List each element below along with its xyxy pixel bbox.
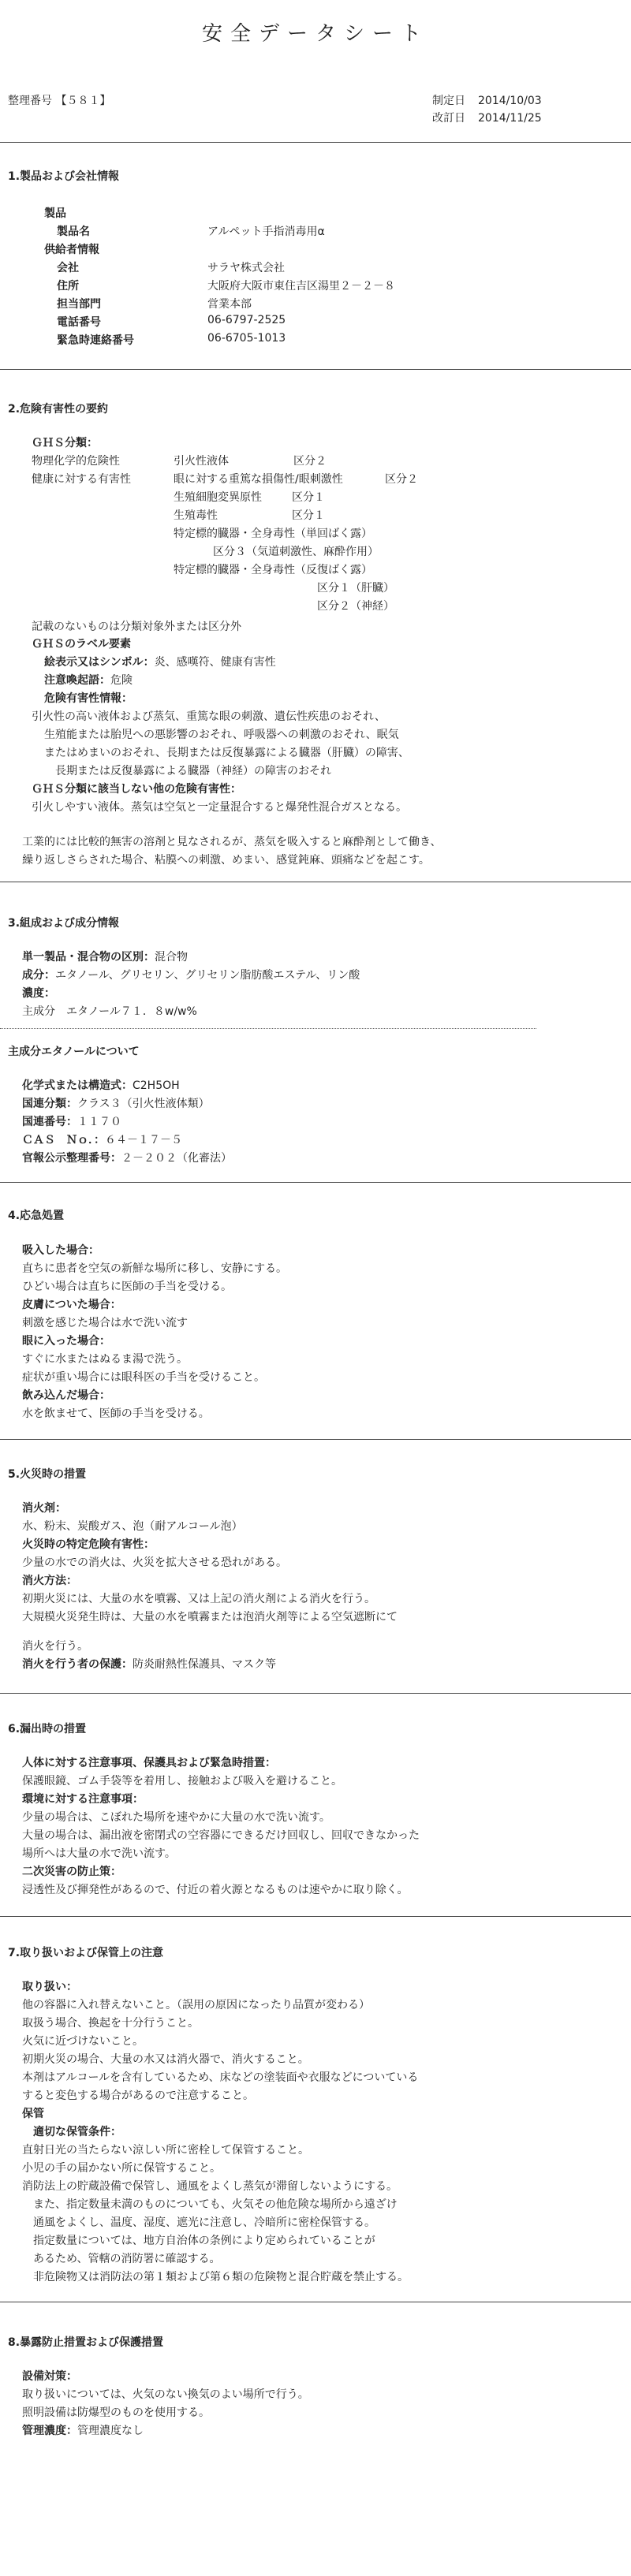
- divider: [0, 1916, 631, 1917]
- spill-text: 浸透性及び揮発性があるので、付近の着火源となるものは速やかに取り除く。: [22, 1884, 409, 1896]
- divider: [0, 142, 631, 143]
- divider: [0, 1182, 631, 1183]
- pictogram-label: 絵表示又はシンボル：: [44, 656, 155, 669]
- created-date: 2014/10/03: [478, 95, 542, 107]
- divider: [0, 1693, 631, 1694]
- mixture-value: 混合物: [155, 951, 188, 964]
- hazard-statement: またはめまいのおそれ、長期または反復暴露による臓器（肝臓）の障害、: [44, 747, 409, 759]
- ingredients-label: 成分：: [22, 969, 55, 982]
- section-6-heading: 6.漏出時の措置: [8, 1723, 87, 1735]
- firefighter-protection-label: 消火を行う者の保護：: [22, 1658, 133, 1671]
- handling-text: 火気に近づけないこと。: [22, 2035, 144, 2048]
- hazard-paragraph: 繰り返しさらされた場合、粘膜への刺激、めまい、感覚鈍麻、頭痛などを起こす。: [22, 854, 430, 867]
- section-4-heading: 4.応急処置: [8, 1210, 65, 1222]
- hazard-item: 特定標的臓器・全身毒性（単回ばく露）: [174, 528, 372, 540]
- storage-text: 非危険物又は消防法の第１類および第６類の危険物と混合貯蔵を禁止する。: [33, 2271, 409, 2283]
- equipment-text: 取り扱いについては、火気のない換気のよい場所で行う。: [22, 2388, 309, 2401]
- extinguishing-media-heading: 消火剤：: [22, 1502, 66, 1515]
- fire-text: 大規模火災発生時は、大量の水を噴霧または泡消火剤等による空気遮断にて: [22, 1611, 398, 1624]
- formula: C2H5OH: [133, 1079, 180, 1092]
- un-number-label: 国連番号：: [22, 1116, 77, 1128]
- address: 大阪府大阪市東住吉区湯里２－２－８: [207, 280, 395, 293]
- hazard-item: 生殖毒性: [174, 509, 218, 522]
- hazard-statement: 生殖能または胎児への悪影響のおそれ、呼吸器への刺激のおそれ、眠気: [44, 729, 399, 741]
- other-hazards-heading: ＧＨＳ分類に該当しない他の危険有害性：: [32, 783, 241, 796]
- hazard-item: 特定標的臓器・全身毒性（反復ばく露）: [174, 564, 372, 576]
- hazard-statement: 引火性の高い液体および蒸気、重篤な眼の刺激、遺伝性疾患のおそれ、: [32, 710, 386, 723]
- un-class-line: [22, 1095, 210, 1111]
- mixture-line: [22, 949, 188, 964]
- hazard-item: 生殖細胞変異原性: [174, 491, 262, 504]
- storage-text: 指定数量については、地方自治体の条例により定められていることが: [33, 2235, 375, 2247]
- spill-text: 場所へは大量の水で洗い流す。: [22, 1847, 176, 1860]
- company-label: 会社: [57, 262, 79, 274]
- equipment-text: 照明設備は防爆型のものを使用する。: [22, 2406, 210, 2419]
- physical-hazard-label: 物理化学的危険性: [32, 455, 120, 468]
- gazette-number: ２－２０２（化審法）: [121, 1152, 232, 1165]
- hazard-item: 眼に対する重篤な損傷性/眼刺激性: [174, 473, 343, 486]
- secondary-disaster-heading: 二次災害の防止策：: [22, 1866, 121, 1878]
- main-ingredient-heading: 主成分エタノールについて: [8, 1046, 140, 1058]
- fire-text: 水、粉末、炭酸ガス、泡（耐アルコール泡）: [22, 1520, 243, 1533]
- fire-hazard-heading: 火災時の特定危険有害性：: [22, 1538, 155, 1551]
- created-date-label: 制定日: [432, 95, 465, 107]
- other-hazards: 引火しやすい液体。蒸気は空気と一定量混合すると爆発性混合ガスとなる。: [32, 801, 407, 814]
- equipment-heading: 設備対策：: [22, 2370, 77, 2383]
- handling-text: 取扱う場合、換起を十分行うこと。: [22, 2017, 199, 2030]
- hazard-category: 区分２: [385, 473, 418, 486]
- first-aid-text: 刺激を感じた場合は水で洗い流す: [22, 1317, 188, 1329]
- phone-number: 06-6797-2525: [207, 314, 286, 326]
- spill-text: 少量の場合は、こぼれた場所を速やかに大量の水で洗い流す。: [22, 1811, 330, 1824]
- document-dates: [432, 92, 542, 127]
- hazard-category: 区分１: [292, 509, 325, 522]
- fire-method-heading: 消火方法：: [22, 1575, 77, 1587]
- signal-word-line: [44, 672, 133, 688]
- environmental-heading: 環境に対する注意事項：: [22, 1793, 144, 1806]
- cas-label: ＣＡＳ Ｎｏ．：: [22, 1134, 105, 1146]
- concentration-label: 濃度：: [22, 987, 55, 1000]
- phone-label: 電話番号: [57, 316, 101, 329]
- section-8-heading: 8.暴露防止措置および保護措置: [8, 2336, 164, 2349]
- formula-label: 化学式または構造式：: [22, 1079, 133, 1092]
- document-number: 整理番号 【５８１】: [8, 95, 111, 107]
- pictogram-line: [44, 654, 276, 669]
- revised-date: 2014/11/25: [478, 112, 542, 125]
- dotted-divider: [0, 1028, 536, 1029]
- department-label: 担当部門: [57, 298, 101, 311]
- storage-text: 消防法上の貯蔵設備で保管し、通風をよくし蒸気が滞留しないようにする。: [22, 2180, 398, 2193]
- spill-text: 保護眼鏡、ゴム手袋等を着用し、接触および吸入を避けること。: [22, 1775, 342, 1788]
- un-class-label: 国連分類：: [22, 1098, 77, 1110]
- control-concentration: 管理濃度なし: [77, 2425, 144, 2437]
- page-title: 安全データシート: [201, 22, 429, 46]
- hazard-category: 区分１（肝臓）: [317, 582, 394, 595]
- storage-text: 通風をよくし、温度、湿度、遮光に注意し、冷暗所に密栓保管する。: [33, 2216, 375, 2229]
- health-hazard-label: 健康に対する有害性: [32, 473, 131, 486]
- storage-conditions-heading: 適切な保管条件：: [33, 2126, 121, 2138]
- address-label: 住所: [57, 280, 79, 293]
- mixture-label: 単一製品・混合物の区別：: [22, 951, 155, 964]
- ghs-classification-heading: ＧＨＳ分類：: [32, 437, 98, 449]
- signal-word: 危険: [110, 674, 133, 687]
- first-aid-text: すぐに水またはぬるま湯で洗う。: [22, 1353, 188, 1366]
- classification-note: 記載のないものは分類対象外または区分外: [32, 621, 241, 633]
- section-5-heading: 5.火災時の措置: [8, 1468, 87, 1481]
- section-7-heading: 7.取り扱いおよび保管上の注意: [8, 1947, 164, 1959]
- fire-text: 少量の水での消火は、火災を拡大させる恐れがある。: [22, 1556, 287, 1569]
- ingestion-heading: 飲み込んだ場合：: [22, 1389, 110, 1402]
- storage-text: 直射日光の当たらない涼しい所に密栓して保管すること。: [22, 2144, 309, 2157]
- company: サラヤ株式会社: [207, 262, 285, 274]
- personal-precautions-heading: 人体に対する注意事項、保護具および緊急時措置：: [22, 1757, 276, 1769]
- eye-heading: 眼に入った場合：: [22, 1335, 110, 1348]
- department: 営業本部: [207, 298, 252, 311]
- emergency-number: 06-6705-1013: [207, 332, 286, 345]
- hazard-category: 区分２: [293, 455, 327, 468]
- revised-date-label: 改訂日: [432, 112, 465, 125]
- supplier-heading: 供給者情報: [44, 244, 99, 256]
- section-1-heading: 1.製品および会社情報: [8, 170, 120, 183]
- divider: [0, 1439, 631, 1440]
- ingredients-line: [22, 967, 360, 982]
- hazard-category: 区分２（神経）: [317, 600, 394, 613]
- divider: [0, 369, 631, 370]
- hazard-paragraph: 工業的には比較的無害の溶剤と見なされるが、蒸気を吸入すると麻酔剤として働き、: [22, 836, 442, 848]
- hazard-category: 区分１: [292, 491, 325, 504]
- hazard-statement: 長期または反復暴露による臓器（神経）の障害のおそれ: [55, 765, 331, 777]
- first-aid-text: ひどい場合は直ちに医師の手当を受ける。: [22, 1281, 232, 1293]
- main-ingredient: 主成分 エタノール７１．８w/w%: [22, 1005, 197, 1018]
- pictogram-value: 炎、感嘆符、健康有害性: [154, 656, 276, 669]
- gazette-label: 官報公示整理番号：: [22, 1152, 121, 1165]
- product-name: アルペット手指消毒用α: [207, 226, 325, 238]
- first-aid-text: 水を飲ませて、医師の手当を受ける。: [22, 1407, 210, 1420]
- handling-text: 初期火災の場合、大量の水又は消火器で、消火すること。: [22, 2053, 309, 2066]
- gazette-line: [22, 1150, 232, 1165]
- section-3-heading: 3.組成および成分情報: [8, 917, 120, 930]
- spill-text: 大量の場合は、漏出液を密閉式の空容器にできるだけ回収し、回収できなかった: [22, 1829, 420, 1842]
- un-class: クラス３（引火性液体類）: [77, 1098, 210, 1110]
- storage-text: あるため、管轄の消防署に確認する。: [33, 2253, 221, 2265]
- ingredients: エタノール、グリセリン、グリセリン脂肪酸エステル、リン酸: [55, 969, 360, 982]
- control-concentration-line: [22, 2422, 144, 2438]
- handling-heading: 取り扱い：: [22, 1981, 77, 1993]
- inhalation-heading: 吸入した場合：: [22, 1244, 99, 1257]
- product-heading: 製品: [44, 207, 66, 220]
- section-2-heading: 2.危険有害性の要約: [8, 403, 109, 416]
- handling-text: 本剤はアルコールを含有しているため、床などの塗装面や衣服などについている: [22, 2071, 419, 2084]
- storage-text: 小児の手の届かない所に保管すること。: [22, 2162, 221, 2175]
- hazard-category: 区分３（気道刺激性、麻酔作用）: [213, 546, 379, 558]
- control-concentration-label: 管理濃度：: [22, 2425, 77, 2437]
- storage-heading: 保管: [22, 2108, 44, 2120]
- first-aid-text: 症状が重い場合には眼科医の手当を受けること。: [22, 1371, 265, 1384]
- label-elements-heading: ＧＨＳのラベル要素: [32, 638, 131, 651]
- signal-word-label: 注意喚起語：: [44, 674, 110, 687]
- storage-text: また、指定数量未満のものについても、火気その他危険な場所から遠ざけ: [33, 2198, 398, 2211]
- handling-text: すると変色する場合があるので注意すること。: [22, 2090, 254, 2102]
- handling-text: 他の容器に入れ替えないこと。（誤用の原因になったり品質が変わる）: [22, 1999, 370, 2011]
- un-number-line: [22, 1113, 121, 1129]
- fire-text: 初期火災には、大量の水を噴霧、又は上記の消火剤による消火を行う。: [22, 1593, 375, 1605]
- fire-text: 消火を行う。: [22, 1640, 88, 1653]
- product-name-label: 製品名: [57, 226, 90, 238]
- cas-line: [22, 1131, 182, 1147]
- hazard-item: 引火性液体: [174, 455, 229, 468]
- cas-number: ６４－１７－５: [105, 1134, 182, 1146]
- skin-heading: 皮膚についた場合：: [22, 1299, 121, 1311]
- first-aid-text: 直ちに患者を空気の新鮮な場所に移し、安静にする。: [22, 1262, 287, 1275]
- hazard-statements-heading: 危険有害性情報：: [44, 692, 133, 705]
- un-number: １１７０: [77, 1116, 121, 1128]
- emergency-label: 緊急時連絡番号: [57, 334, 134, 347]
- firefighter-protection-line: [22, 1656, 276, 1672]
- formula-line: [22, 1077, 180, 1093]
- firefighter-protection: 防炎耐熱性保護具、マスク等: [133, 1658, 276, 1671]
